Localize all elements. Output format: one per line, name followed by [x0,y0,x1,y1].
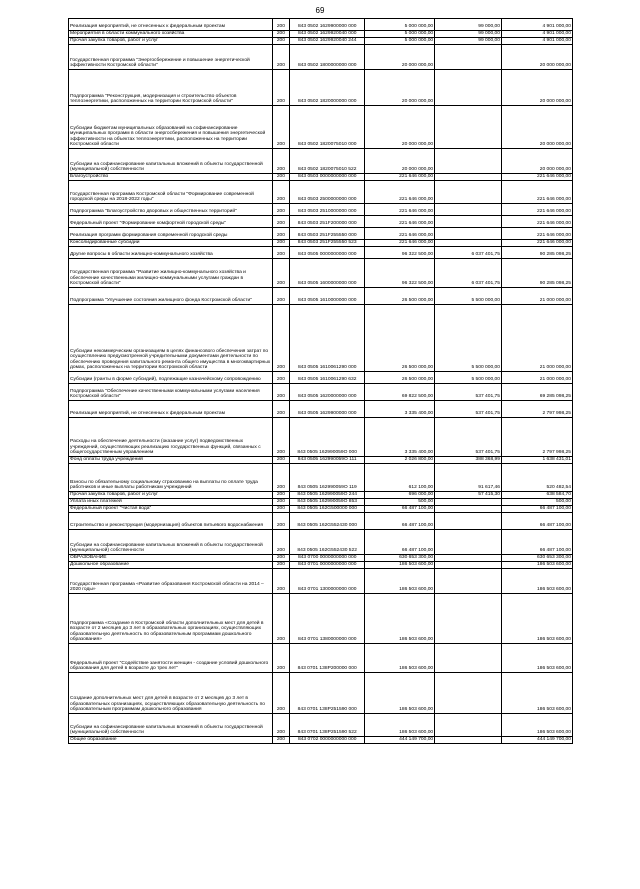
table-row [69,174,573,181]
row-total-cell: 21 000 000,00 [502,372,573,384]
row-change-cell [435,216,502,228]
row-total-cell: 1 638 431,01 [502,457,573,464]
row-name-cell: Подпрограмма «Создание в Костромской области дополнительных мест для детей в возрасте от 2 месяцев до 3 лет в образовательных организациях, осуществляющих образовательную деятельность по образовательным программам дошкольного образования» [69,594,273,644]
row-total-cell: 4 901 000,00 [502,38,573,45]
row-total-cell: 221 646 000,00 [502,216,573,228]
row-code-cell: 200 [272,562,289,569]
row-plan-cell: 186 503 600,00 [365,594,435,644]
row-code-cell: 200 [272,569,289,594]
row-plan-cell: 66 487 100,00 [365,506,435,513]
table-row [69,569,573,594]
page-number: 69 [315,6,325,15]
row-code-cell: 200 [272,464,289,492]
row-code-cell: 200 [272,216,289,228]
row-code-cell: 200 [272,673,289,714]
row-plan-cell: 20 000 000,00 [365,149,435,174]
row-name-cell: Прочая закупка товаров, работ и услуг [69,492,273,499]
table-row [69,562,573,569]
row-change-cell [435,555,502,562]
row-code-cell: 200 [272,372,289,384]
row-change-cell [435,106,502,149]
row-total-cell: 66 487 100,00 [502,530,573,555]
row-name-cell: Федеральный проект "Формирование комфортной городской среды" [69,216,273,228]
row-kbk-cell: 843 0503 251F200000 000 [290,216,365,228]
row-total-cell: 90 285 098,25 [502,247,573,259]
row-change-cell: 537 401,75 [435,418,502,457]
row-change-cell [435,737,502,744]
table-row [69,181,573,204]
table-row [69,492,573,499]
row-plan-cell: 500,00 [365,499,435,506]
row-kbk-cell: 843 0505 162990059О 000 [290,418,365,457]
row-total-cell: 21 000 000,00 [502,288,573,305]
row-kbk-cell: 843 0505 162990059О 853 [290,499,365,506]
row-total-cell: 69 285 098,25 [502,384,573,401]
row-change-cell: 6 037 401,75 [435,247,502,259]
table-row [69,499,573,506]
row-plan-cell: 221 646 000,00 [365,204,435,216]
row-kbk-cell: 843 0505 1629900000 000 [290,401,365,418]
row-code-cell: 200 [272,737,289,744]
table-row [69,240,573,247]
row-name-cell: Реализация мероприятий, не отнесенных к федеральным проектам [69,19,273,31]
row-kbk-cell: 843 0502 1629920040 000 [290,31,365,38]
row-change-cell [435,673,502,714]
row-code-cell: 200 [272,228,289,240]
row-name-cell: Государственная программа «Развитие образования Костромской области на 2014 – 2020 годы» [69,569,273,594]
row-change-cell: 91 617,46 [435,464,502,492]
row-name-cell: Дошкольное образование [69,562,273,569]
row-kbk-cell: 843 0502 1800000000 000 [290,45,365,70]
row-name-cell: Мероприятия в области коммунального хозяйства [69,31,273,38]
row-change-cell [435,204,502,216]
row-total-cell: 221 646 000,00 [502,204,573,216]
table-row [69,288,573,305]
row-change-cell: 99 000,00 [435,19,502,31]
row-code-cell: 200 [272,492,289,499]
row-kbk-cell: 843 0505 0000000000 000 [290,247,365,259]
row-kbk-cell: 843 0505 162990059О 119 [290,464,365,492]
row-name-cell: Субсидии на софинансирование капитальных вложений в объекты государственной (муниципальной) собственности [69,714,273,737]
row-code-cell: 200 [272,418,289,457]
row-name-cell: Уплата иных платежей [69,499,273,506]
row-kbk-cell: 843 0503 2510000000 000 [290,204,365,216]
row-plan-cell: 5 000 000,00 [365,19,435,31]
row-name-cell: Субсидии на софинансирование капитальных вложений в объекты государственной (муниципальной) собственности [69,530,273,555]
row-code-cell: 200 [272,174,289,181]
row-plan-cell: 5 000 000,00 [365,31,435,38]
row-change-cell: 388 368,99 [435,457,502,464]
row-kbk-cell: 843 0702 0000000000 000 [290,737,365,744]
row-kbk-cell: 843 0502 1629900000 000 [290,19,365,31]
row-change-cell [435,149,502,174]
table-row [69,31,573,38]
row-plan-cell: 221 646 000,00 [365,216,435,228]
row-total-cell: 186 503 600,00 [502,594,573,644]
row-plan-cell: 186 503 600,00 [365,562,435,569]
row-plan-cell: 20 000 000,00 [365,70,435,106]
row-total-cell: 221 646 000,00 [502,240,573,247]
row-plan-cell: 3 335 400,00 [365,401,435,418]
row-plan-cell: 20 000 000,00 [365,106,435,149]
row-code-cell: 200 [272,70,289,106]
row-kbk-cell: 843 0502 1629920040 244 [290,38,365,45]
row-plan-cell: 66 487 100,00 [365,530,435,555]
row-plan-cell: 26 500 000,00 [365,288,435,305]
row-change-cell [435,513,502,530]
row-plan-cell: 221 646 000,00 [365,228,435,240]
row-name-cell: Расходы на обеспечение деятельности (оказание услуг) подведомственных учреждений, осуществляющих реализацию государственных функций, связанных с общегосударственным управлением [69,418,273,457]
row-code-cell: 200 [272,240,289,247]
row-change-cell: 537 401,75 [435,384,502,401]
row-name-cell: Подпрограмма "Улучшение состояния жилищного фонда Костромской области" [69,288,273,305]
row-plan-cell: 221 646 000,00 [365,240,435,247]
table-row [69,513,573,530]
row-name-cell: Федеральный проект "Содействие занятости женщин - создание условий дошкольного образования для детей в возрасте до трех лет" [69,644,273,673]
row-change-cell [435,644,502,673]
row-code-cell: 200 [272,305,289,372]
row-change-cell: 99 000,00 [435,38,502,45]
row-plan-cell: 26 500 000,00 [365,372,435,384]
row-name-cell: Общее образование [69,737,273,744]
row-total-cell: 2 797 998,25 [502,401,573,418]
row-total-cell: 630 653 300,00 [502,555,573,562]
row-change-cell [435,240,502,247]
row-total-cell: 4 901 000,00 [502,19,573,31]
budget-table [68,18,573,744]
row-change-cell [435,228,502,240]
row-name-cell: Субсидии бюджетам муниципальных образований на софинансирование муниципальных программ в области энергосбережения и повышения энергетической эффективности на объектах теплоэнергетики, расположенных на территории Костромской области [69,106,273,149]
table-row [69,38,573,45]
row-total-cell: 66 487 100,00 [502,513,573,530]
row-kbk-cell: 843 0505 1600000000 000 [290,259,365,288]
row-total-cell: 638 584,70 [502,492,573,499]
row-change-cell [435,562,502,569]
row-kbk-cell: 843 0505 1610061290 000 [290,305,365,372]
row-total-cell: 21 000 000,00 [502,305,573,372]
row-plan-cell: 221 646 000,00 [365,174,435,181]
row-change-cell [435,569,502,594]
table-row [69,372,573,384]
row-plan-cell: 20 000 000,00 [365,45,435,70]
row-plan-cell: 5 000 000,00 [365,38,435,45]
table-row [69,45,573,70]
row-total-cell: 221 646 000,00 [502,228,573,240]
row-code-cell: 200 [272,19,289,31]
row-plan-cell: 186 503 600,00 [365,569,435,594]
row-name-cell: Субсидии (гранты в форме субсидий), подлежащие казначейскому сопровождению [69,372,273,384]
row-name-cell: Реализация программ формирования современной городской среды [69,228,273,240]
row-code-cell: 200 [272,499,289,506]
row-kbk-cell: 843 0701 1380000000 000 [290,594,365,644]
table-row [69,216,573,228]
row-code-cell: 200 [272,530,289,555]
table-row [69,259,573,288]
row-name-cell: Благоустройство [69,174,273,181]
row-code-cell: 200 [272,506,289,513]
row-total-cell: 186 503 600,00 [502,644,573,673]
row-change-cell: 5 500 000,00 [435,372,502,384]
row-change-cell: 5 500 000,00 [435,288,502,305]
row-total-cell: 66 487 100,00 [502,506,573,513]
row-name-cell: Другие вопросы в области жилищно-коммунального хозяйства [69,247,273,259]
row-code-cell: 200 [272,149,289,174]
row-change-cell: 57 415,30 [435,492,502,499]
row-total-cell: 221 646 000,00 [502,181,573,204]
row-kbk-cell: 843 0700 0000000000 000 [290,555,365,562]
row-total-cell: 186 503 600,00 [502,562,573,569]
row-total-cell: 186 503 600,00 [502,569,573,594]
row-kbk-cell: 843 0505 162G552430 522 [290,530,365,555]
table-row [69,555,573,562]
row-plan-cell: 3 335 400,00 [365,418,435,457]
row-plan-cell: 26 500 000,00 [365,305,435,372]
row-kbk-cell: 843 0701 138P200000 000 [290,644,365,673]
row-code-cell: 200 [272,384,289,401]
table-row [69,644,573,673]
row-kbk-cell: 843 0701 1300000000 000 [290,569,365,594]
row-plan-cell: 186 503 600,00 [365,644,435,673]
row-change-cell [435,499,502,506]
row-code-cell: 200 [272,401,289,418]
row-change-cell [435,594,502,644]
row-kbk-cell: 843 0505 162990059О 111 [290,457,365,464]
table-row [69,305,573,372]
table-row [69,401,573,418]
row-name-cell: Создание дополнительных мест для детей в возрасте от 2 месяцев до 3 лет в образовательных организациях, осуществляющих образовательную деятельность по образовательным программам дошкольного образования [69,673,273,714]
row-total-cell: 500,00 [502,499,573,506]
row-code-cell: 200 [272,555,289,562]
table-row [69,106,573,149]
row-kbk-cell: 843 0505 1610061290 632 [290,372,365,384]
table-row [69,673,573,714]
table-row [69,228,573,240]
row-kbk-cell: 843 0502 1820075010 522 [290,149,365,174]
row-total-cell: 90 285 098,25 [502,259,573,288]
row-plan-cell: 444 149 700,00 [365,737,435,744]
row-plan-cell: 696 000,00 [365,492,435,499]
row-name-cell: Подпрограмма "Реконструкция, модернизация и строительство объектов теплоэнергетики, расположенных на территории Костромской области" [69,70,273,106]
row-plan-cell: 221 646 000,00 [365,181,435,204]
row-plan-cell: 612 100,00 [365,464,435,492]
row-code-cell: 200 [272,594,289,644]
row-kbk-cell: 843 0701 0000000000 000 [290,562,365,569]
row-code-cell: 200 [272,45,289,70]
row-total-cell: 2 797 998,25 [502,418,573,457]
row-kbk-cell: 843 0502 1820075010 000 [290,106,365,149]
row-change-cell [435,506,502,513]
row-kbk-cell: 843 0503 251F255550 523 [290,240,365,247]
row-name-cell: Субсидии некоммерческим организациям в целях финансового обеспечения затрат по осуществлению предусмотренной учредительными документами деятельности по обеспечению проведения капитального ремонта общего имущества в многоквартирных домах, расположенных на территории Костромской области [69,305,273,372]
row-name-cell: Прочая закупка товаров, работ и услуг [69,38,273,45]
row-kbk-cell: 843 0505 162G552430 000 [290,513,365,530]
row-kbk-cell: 843 0503 2500000000 000 [290,181,365,204]
table-row [69,149,573,174]
row-name-cell: Строительство и реконструкция (модернизация) объектов питьевого водоснабжения [69,513,273,530]
row-code-cell: 200 [272,204,289,216]
row-kbk-cell: 843 0505 162G500000 000 [290,506,365,513]
row-total-cell: 520 482,54 [502,464,573,492]
row-name-cell: Подпрограмма "Обеспечение качественными коммунальными услугами населения Костромской области" [69,384,273,401]
row-total-cell: 20 000 000,00 [502,70,573,106]
table-row [69,70,573,106]
row-plan-cell: 2 026 800,00 [365,457,435,464]
row-total-cell: 20 000 000,00 [502,45,573,70]
budget-table-body [69,19,573,744]
row-plan-cell: 66 487 100,00 [365,513,435,530]
table-row [69,506,573,513]
row-kbk-cell: 843 0505 1610000000 000 [290,288,365,305]
row-code-cell: 200 [272,644,289,673]
row-change-cell [435,70,502,106]
table-row [69,418,573,457]
row-change-cell: 5 500 000,00 [435,305,502,372]
row-kbk-cell: 843 0503 251F255550 000 [290,228,365,240]
row-plan-cell: 69 822 500,00 [365,384,435,401]
row-total-cell: 20 000 000,00 [502,149,573,174]
row-code-cell: 200 [272,288,289,305]
row-change-cell [435,174,502,181]
row-kbk-cell: 843 0503 0000000000 000 [290,174,365,181]
row-name-cell: Федеральный проект "Чистая вода" [69,506,273,513]
row-kbk-cell: 843 0505 162990059О 244 [290,492,365,499]
row-code-cell: 200 [272,457,289,464]
row-code-cell: 200 [272,714,289,737]
row-code-cell: 200 [272,181,289,204]
row-name-cell: Государственная программа "Развитие жилищно-коммунального хозяйства и обеспечение качественными жилищно-коммунальными услугами граждан в Костромской области" [69,259,273,288]
row-code-cell: 200 [272,247,289,259]
table-row [69,714,573,737]
row-kbk-cell: 843 0505 1620000000 000 [290,384,365,401]
row-name-cell: Фонд оплаты труда учреждений [69,457,273,464]
row-change-cell [435,181,502,204]
row-total-cell: 444 149 700,00 [502,737,573,744]
row-name-cell: Взносы по обязательному социальному страхованию на выплаты по оплате труда работников и иные выплаты работникам учреждений [69,464,273,492]
row-code-cell: 200 [272,513,289,530]
row-change-cell: 537 401,75 [435,401,502,418]
table-row [69,464,573,492]
row-plan-cell: 96 322 500,00 [365,247,435,259]
row-plan-cell: 96 322 500,00 [365,259,435,288]
row-name-cell: Подпрограмма "Благоустройство дворовых и общественных территорий" [69,204,273,216]
row-change-cell [435,714,502,737]
row-total-cell: 4 901 000,00 [502,31,573,38]
row-change-cell: 99 000,00 [435,31,502,38]
row-change-cell [435,45,502,70]
row-code-cell: 200 [272,38,289,45]
row-plan-cell: 186 503 600,00 [365,714,435,737]
row-name-cell: Государственная программа "Энергосбережение и повышение энергетической эффективности Костромской области" [69,45,273,70]
row-change-cell [435,530,502,555]
row-code-cell: 200 [272,259,289,288]
row-name-cell: ОБРАЗОВАНИЕ [69,555,273,562]
row-plan-cell: 630 653 300,00 [365,555,435,562]
row-code-cell: 200 [272,31,289,38]
row-change-cell: 6 037 401,75 [435,259,502,288]
row-name-cell: Консолидированные субсидии [69,240,273,247]
row-plan-cell: 186 503 600,00 [365,673,435,714]
row-name-cell: Субсидии на софинансирование капитальных вложений в объекты государственной (муниципальной) собственности [69,149,273,174]
row-total-cell: 221 646 000,00 [502,174,573,181]
row-kbk-cell: 843 0701 138P251590 522 [290,714,365,737]
table-row [69,457,573,464]
row-total-cell: 186 503 600,00 [502,714,573,737]
row-total-cell: 186 503 600,00 [502,673,573,714]
row-name-cell: Государственная программа Костромской области "Формирование современной городской среды на 2018-2022 годы" [69,181,273,204]
table-row [69,384,573,401]
row-total-cell: 20 000 000,00 [502,106,573,149]
table-row [69,19,573,31]
row-code-cell: 200 [272,106,289,149]
table-row [69,247,573,259]
table-row [69,737,573,744]
row-name-cell: Реализация мероприятий, не отнесенных к федеральным проектам [69,401,273,418]
table-row [69,594,573,644]
row-kbk-cell: 843 0701 138P251590 000 [290,673,365,714]
table-row [69,530,573,555]
table-row [69,204,573,216]
row-kbk-cell: 843 0502 1820000000 000 [290,70,365,106]
